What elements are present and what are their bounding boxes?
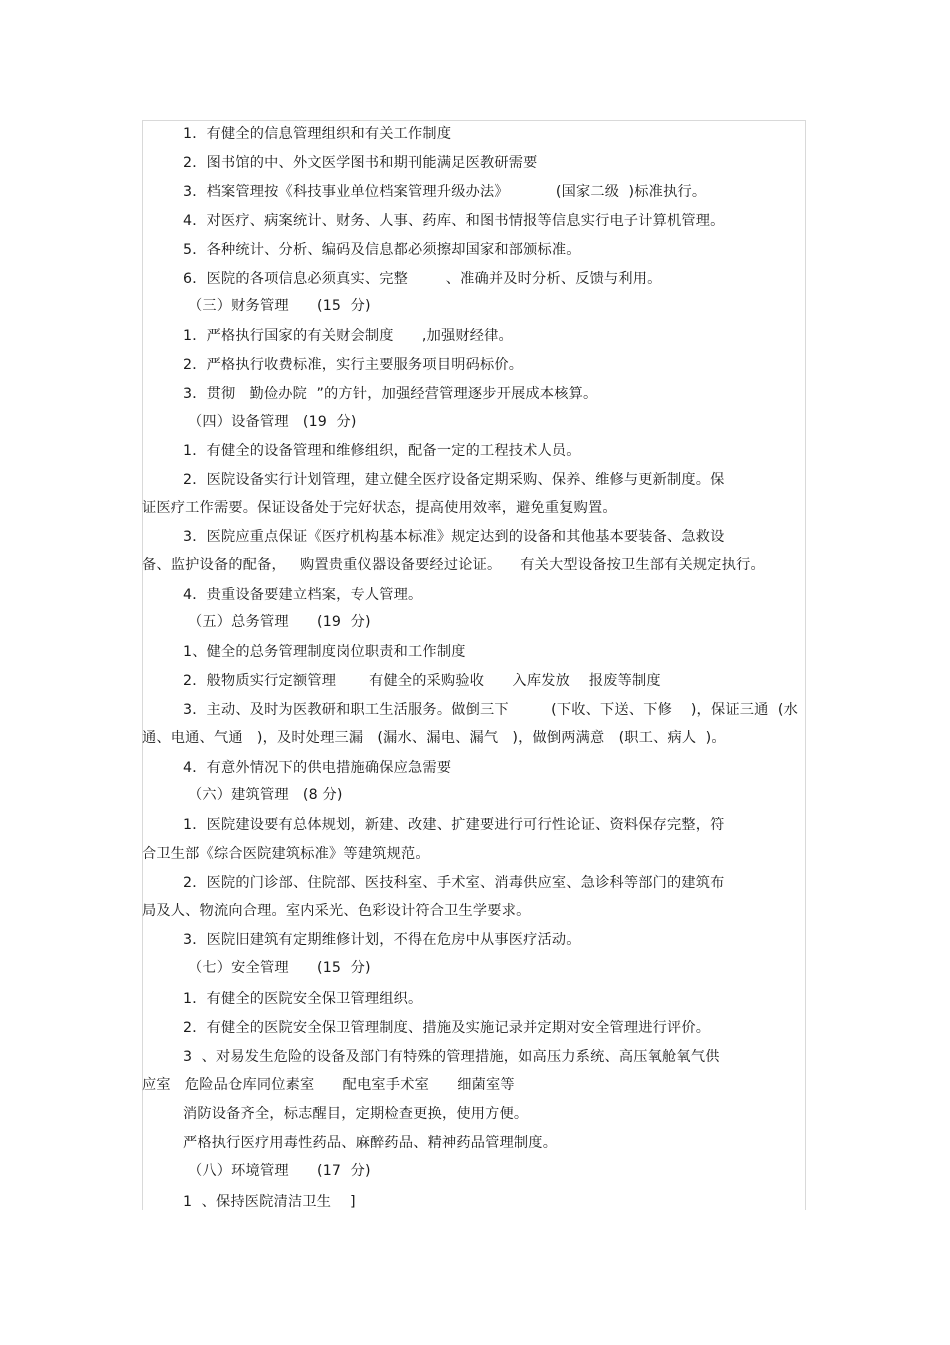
item-equipment-2: 2．医院设备实行计划管理，建立健全医疗设备定期采购、保养、维修与更新制度。保 — [183, 472, 725, 488]
section-heading-safety: （七）安全管理 (15 分) — [188, 960, 371, 976]
item-info-1: 1．有健全的信息管理组织和有关工作制度 — [183, 126, 452, 142]
item-general-2: 2．般物质实行定额管理 有健全的采购验收 入库发放 报废等制度 — [183, 673, 661, 689]
item-info-5: 5．各种统计、分析、编码及信息都必须擦却国家和部颁标准。 — [183, 242, 581, 258]
item-general-4: 4．有意外情况下的供电措施确保应急需要 — [183, 760, 452, 776]
item-finance-3: 3．贯彻 勤俭办院 ”的方针，加强经营管理逐步开展成本核算。 — [183, 386, 598, 402]
item-info-4: 4．对医疗、病案统计、财务、人事、药库、和图书情报等信息实行电子计算机管理。 — [183, 213, 725, 229]
item-info-6: 6．医院的各项信息必须真实、完整 、准确并及时分析、反馈与利用。 — [183, 271, 662, 287]
section-heading-equipment: （四）设备管理 (19 分) — [188, 414, 357, 430]
section-heading-environment: （八）环境管理 (17 分) — [188, 1163, 371, 1179]
item-safety-2: 2．有健全的医院安全保卫管理制度、措施及实施记录并定期对安全管理进行评价。 — [183, 1020, 711, 1036]
item-equipment-3-cont: 备、监护设备的配备， 购置贵重仪器设备要经过论证。 有关大型设备按卫生部有关规定执行。 — [142, 557, 765, 573]
section-heading-finance: （三）财务管理 (15 分) — [188, 298, 371, 314]
item-finance-2: 2．严格执行收费标准，实行主要服务项目明码标价。 — [183, 357, 524, 373]
item-equipment-4: 4．贵重设备要建立档案，专人管理。 — [183, 587, 423, 603]
item-building-1: 1．医院建设要有总体规划，新建、改建、扩建要进行可行性论证、资料保存完整，符 — [183, 817, 725, 833]
item-general-3: 3．主动、及时为医教研和职工生活服务。做倒三下 (下收、下送、下修 )，保证三通 (水 — [183, 702, 799, 718]
section-heading-general-affairs: （五）总务管理 (19 分) — [188, 614, 371, 630]
item-safety-fire: 消防设备齐全，标志醒目，定期检查更换，使用方便。 — [183, 1106, 529, 1122]
item-info-3: 3．档案管理按《科技事业单位档案管理升级办法》 (国家二级 )标准执行。 — [183, 184, 707, 200]
item-info-2: 2．图书馆的中、外文医学图书和期刊能满足医教研需要 — [183, 155, 538, 171]
item-environment-1: 1 、保持医院清洁卫生 ] — [183, 1194, 356, 1210]
item-finance-1: 1．严格执行国家的有关财会制度 ,加强财经律。 — [183, 328, 513, 344]
item-general-3-cont: 通、电通、气通 )，及时处理三漏 (漏水、漏电、漏气 )，做倒两满意 (职工、病人 )。 — [142, 730, 726, 746]
item-equipment-1: 1．有健全的设备管理和维修组织，配备一定的工程技术人员。 — [183, 443, 581, 459]
item-equipment-2-cont: 证医疗工作需要。保证设备处于完好状态，提高使用效率，避免重复购置。 — [142, 500, 617, 516]
section-heading-building: （六）建筑管理 (8 分) — [188, 787, 343, 803]
item-building-2: 2．医院的门诊部、住院部、医技科室、手术室、消毒供应室、急诊科等部门的建筑布 — [183, 875, 725, 891]
item-general-1: 1、健全的总务管理制度岗位职责和工作制度 — [183, 644, 466, 660]
item-building-1-cont: 合卫生部《综合医院建筑标准》等建筑规范。 — [142, 846, 430, 862]
item-safety-drugs: 严格执行医疗用毒性药品、麻醉药品、精神药品管理制度。 — [183, 1135, 558, 1151]
item-safety-3: 3 、对易发生危险的设备及部门有特殊的管理措施，如高压力系统、高压氧舱氧气供 — [183, 1049, 720, 1065]
item-equipment-3: 3．医院应重点保证《医疗机构基本标准》规定达到的设备和其他基本要装备、急救设 — [183, 529, 725, 545]
item-safety-3-cont: 应室 危险品仓库同位素室 配电室手术室 细菌室等 — [142, 1077, 515, 1093]
item-safety-1: 1．有健全的医院安全保卫管理组织。 — [183, 991, 423, 1007]
item-building-2-cont: 局及人、物流向合理。室内采光、色彩设计符合卫生学要求。 — [142, 903, 531, 919]
item-building-3: 3．医院旧建筑有定期维修计划，不得在危房中从事医疗活动。 — [183, 932, 581, 948]
